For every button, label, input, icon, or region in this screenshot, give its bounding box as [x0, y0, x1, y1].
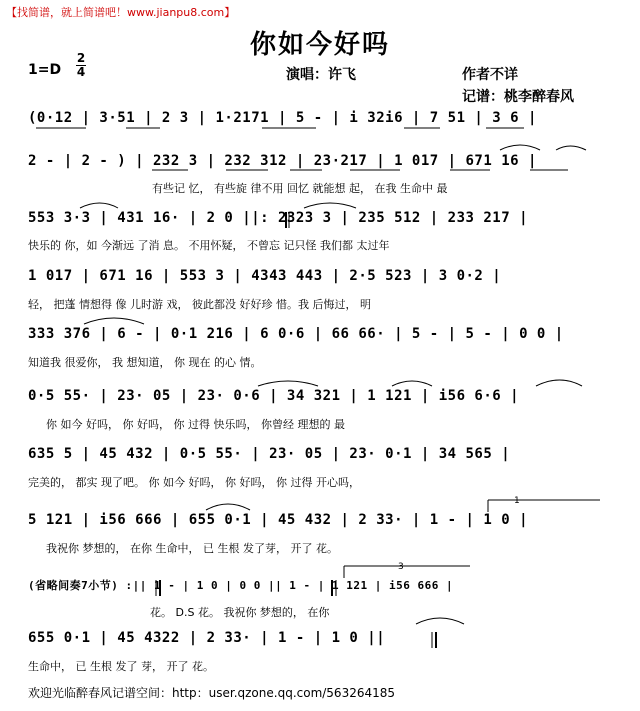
score-row-6: 0·5 55· | 23· 05 | 23· 0·6 | 34 321 | 1 121 | i56 6·6 |: [28, 388, 520, 404]
score-row-8: 5 121 | i56 666 | 655 0·1 | 45 432 | 2 33· | 1 - | 1 0 |: [28, 512, 529, 528]
footer-note: 欢迎光临醉春风记谱空间：http：user.qzone.qq.com/563264185: [28, 686, 396, 700]
score-row-10: 655 0·1 | 45 4322 | 2 33· | 1 - | 1 0 ||: [28, 630, 386, 646]
lyrics-row-8: 我祝你 梦想的， 在你 生命中， 已 生根 发了芽， 开了 花。: [46, 542, 338, 555]
score-row-5: 333 376 | 6 - | 0·1 216 | 6 0·6 | 66 66· | 5 - | 5 - | 0 0 |: [28, 326, 564, 342]
time-sig-top: 2: [76, 51, 86, 65]
lyrics-row-5: 知道我 很爱你， 我 想知道， 你 现在 的心 情。: [28, 356, 262, 369]
transcriber: 记谱：桃李醉春风: [462, 89, 574, 105]
singer: 演唱：许飞: [286, 67, 356, 83]
page-title: 你如今好吗: [249, 30, 390, 60]
score-row-2: 2 - | 2 - ) | 232 3 | 232 312 | 23·217 | 1 017 | 671 16 |: [28, 153, 537, 169]
volta-second-number: 3: [398, 562, 404, 572]
time-sig-bottom: 4: [76, 65, 86, 79]
score-row-1: (0·12 | 3·51 | 2 3 | 1·2171 | 5 - | i 32i6 | 7 51 | 3 6 |: [28, 110, 537, 126]
volta-first-number: 1: [514, 496, 520, 506]
score-row-3: 553 3·3 | 431 16· | 2 0 ||: 2323 3 | 235 512 | 233 217 |: [28, 210, 529, 226]
composer: 作者不详: [462, 67, 518, 83]
score-row-4: 1 017 | 671 16 | 553 3 | 4343 443 | 2·5 523 | 3 0·2 |: [28, 268, 502, 284]
lyrics-row-10: 生命中， 已 生根 发了 芽， 开了 花。: [28, 660, 214, 673]
site-banner: 【找简谱，就上简谱吧！www.jianpu8.com】: [6, 6, 236, 19]
lyrics-row-4: 轻， 把蓬 情想得 像 儿时游 戏， 彼此都没 好好珍 惜。我 后悔过， 明: [28, 298, 371, 311]
lyrics-row-7: 完美的， 都实 现了吧。 你 如今 好吗， 你 好吗， 你 过得 开心吗，: [28, 476, 360, 489]
interlude-note: (省略间奏7小节) :|| 1 - | 1 0 | 0 0 || 1 - | 1 121 | i56 666 |: [28, 579, 454, 592]
lyrics-row-9: 花。 D.S 花。 我祝你 梦想的， 在你: [150, 606, 330, 619]
lyrics-row-2: 有些记 忆， 有些旋 律不用 回忆 就能想 起， 在我 生命中 最: [152, 182, 448, 195]
lyrics-row-3: 快乐的 你，如 今渐远 了消 息。 不用怀疑， 不曾忘 记只怪 我们都 太过年: [28, 239, 390, 252]
lyrics-row-6: 你 如今 好吗， 你 好吗， 你 过得 快乐吗， 你曾经 理想的 最: [46, 418, 345, 431]
key-signature: 1=D: [28, 62, 62, 78]
score-row-7: 635 5 | 45 432 | 0·5 55· | 23· 05 | 23· 0·1 | 34 565 |: [28, 446, 511, 462]
